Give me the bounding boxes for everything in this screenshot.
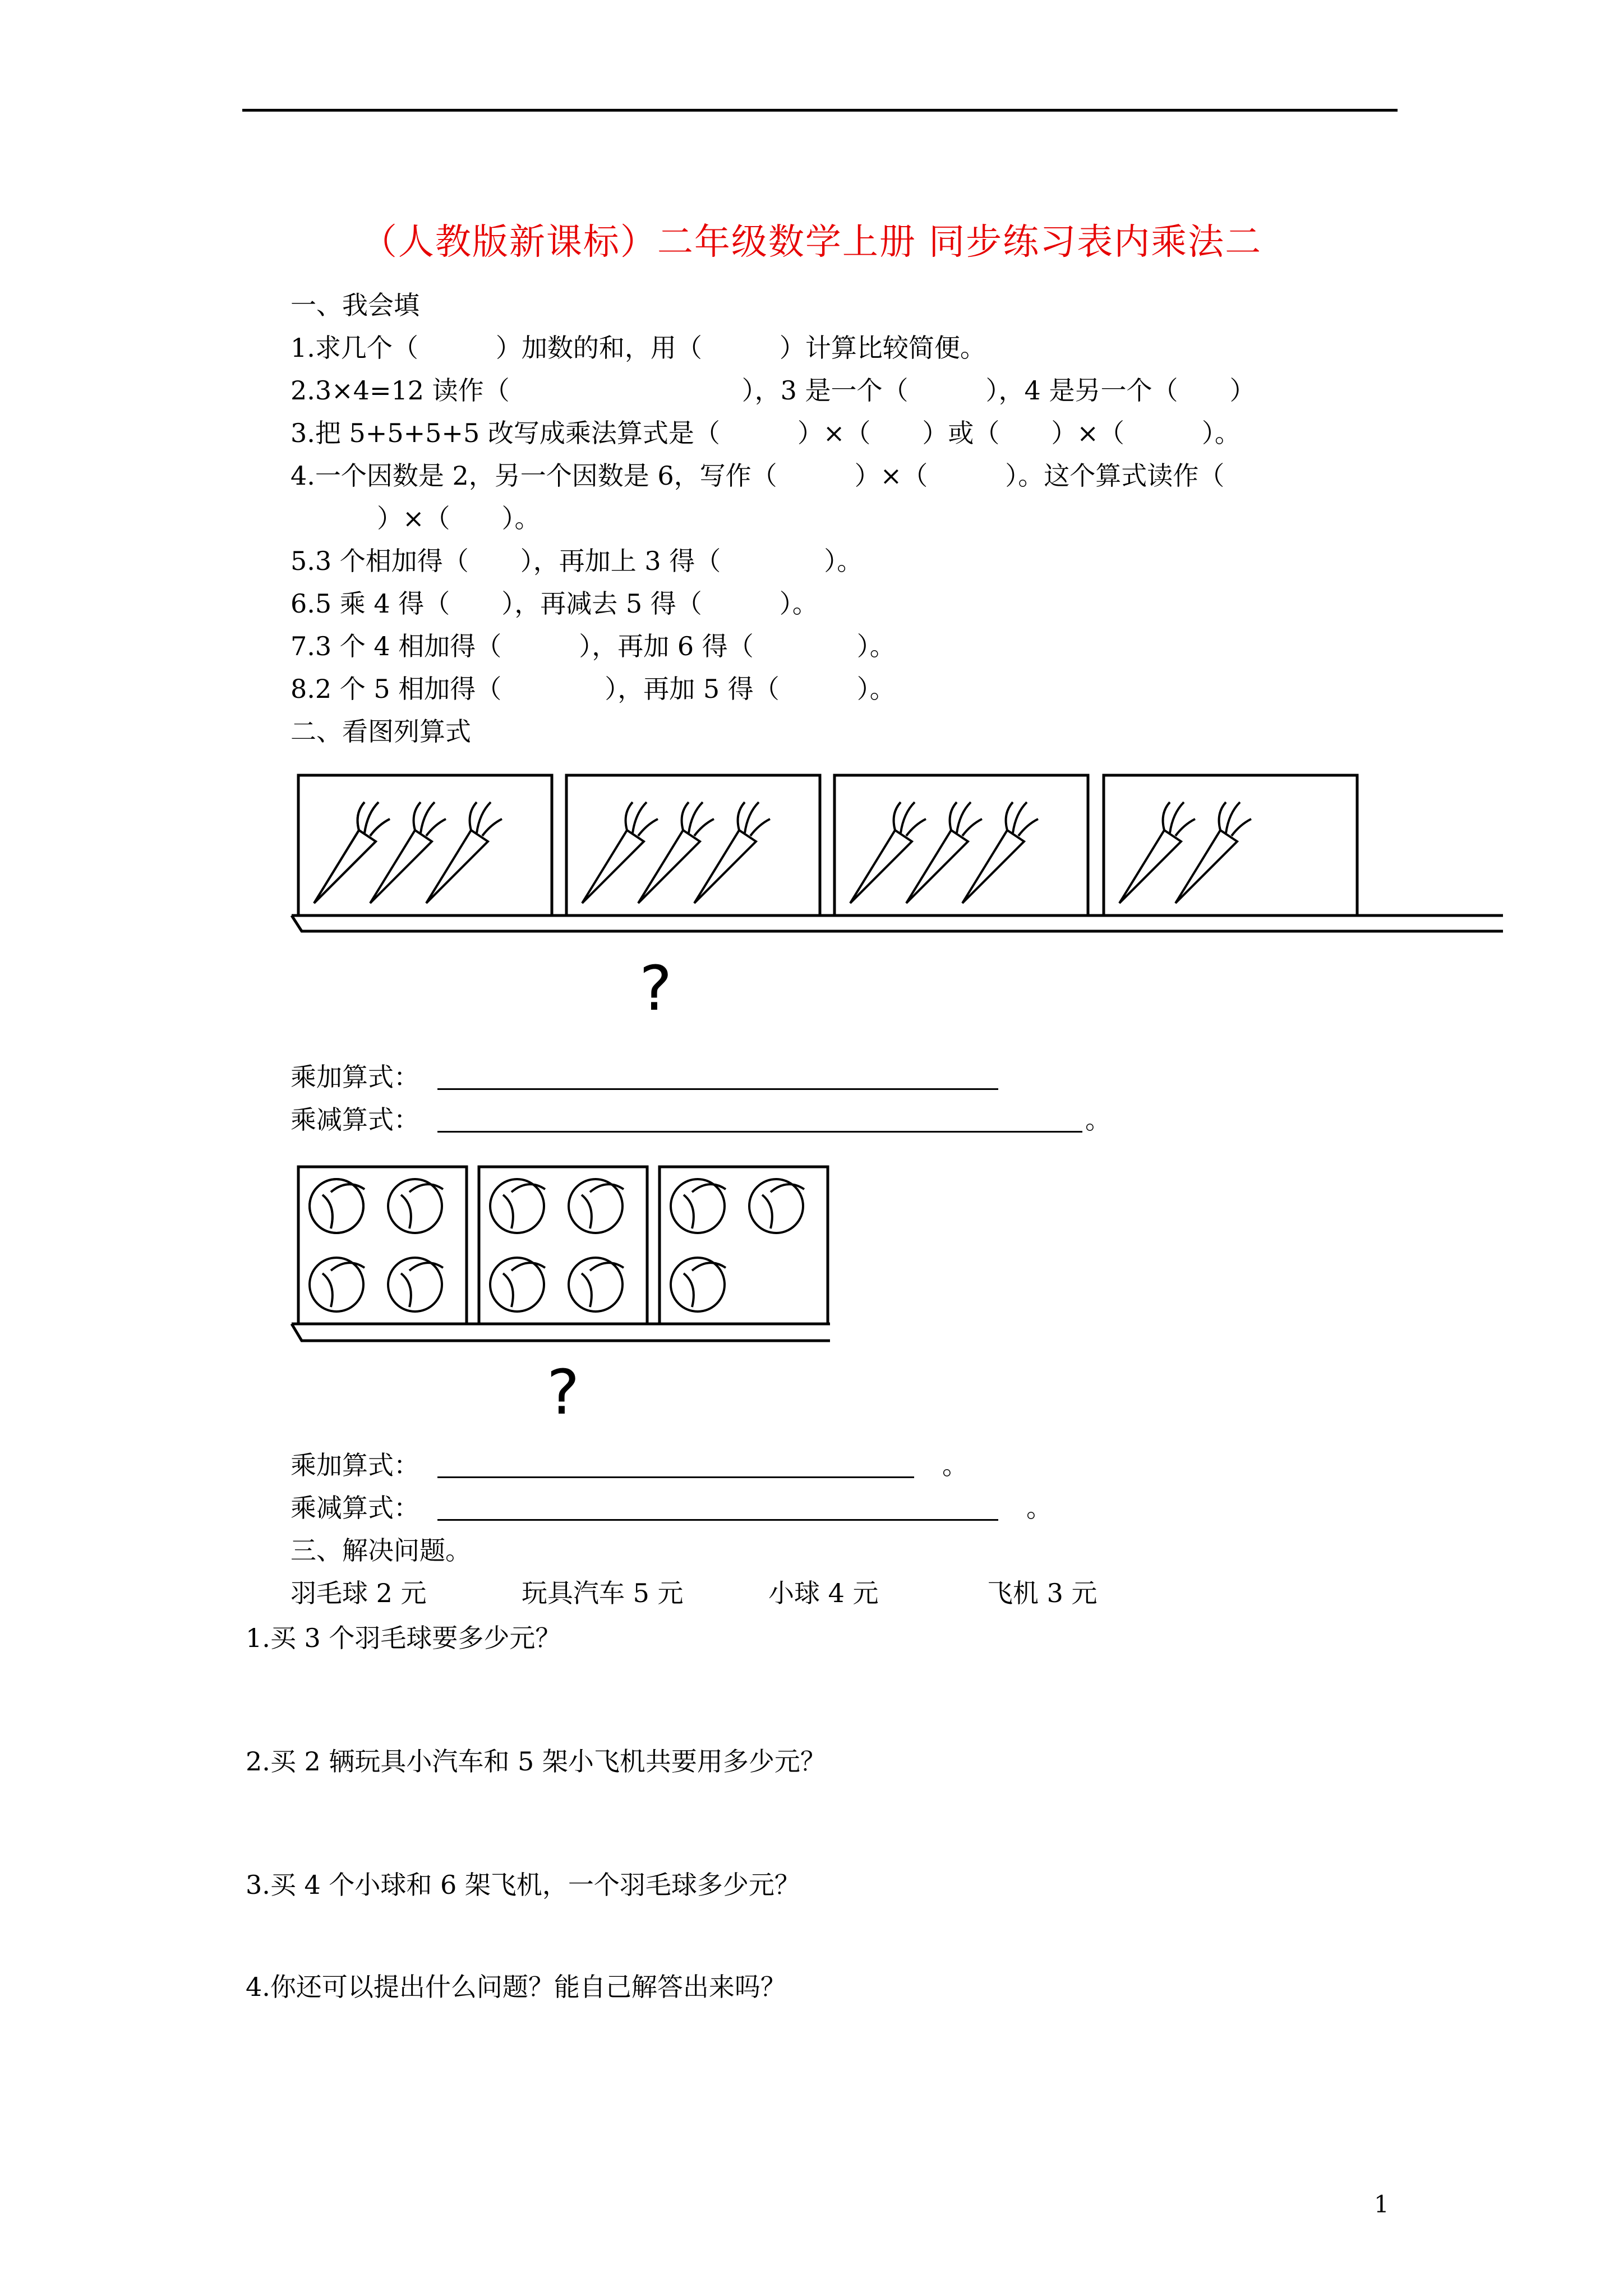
price-item: 玩具汽车 5 元 xyxy=(522,1578,684,1608)
sentence-end: 。 xyxy=(942,1450,968,1480)
carrot-groups-illustration xyxy=(292,769,1525,1038)
question-mark-icon: ? xyxy=(639,953,672,1024)
question-line: ）×（ ）。 xyxy=(325,503,541,533)
question-line: 6.5 乘 4 得（ ），再减去 5 得（ ）。 xyxy=(291,588,818,619)
multiply-subtract-label: 乘减算式： xyxy=(291,1493,419,1523)
tray-base xyxy=(292,1324,830,1341)
section2-heading: 二、看图列算式 xyxy=(291,716,471,747)
multiply-add-label: 乘加算式： xyxy=(291,1062,419,1092)
question-line: 4.一个因数是 2，另一个因数是 6，写作（ ）×（ ）。这个算式读作（ xyxy=(291,461,1225,491)
peach-groups-illustration xyxy=(292,1161,909,1430)
word-problem: 3.买 4 个小球和 6 架飞机，一个羽毛球多少元？ xyxy=(246,1870,800,1900)
carrot-box xyxy=(566,775,820,915)
answer-line[interactable] xyxy=(437,1519,998,1521)
multiply-subtract-label: 乘减算式： xyxy=(291,1105,419,1135)
question-line: 7.3 个 4 相加得（ ），再加 6 得（ ）。 xyxy=(291,631,896,661)
tray-base xyxy=(292,915,1503,931)
answer-line[interactable] xyxy=(437,1131,1082,1133)
header-rule xyxy=(242,109,1398,112)
question-line: 8.2 个 5 相加得（ ），再加 5 得（ ）。 xyxy=(291,674,896,704)
peach-box xyxy=(660,1167,828,1324)
price-item: 飞机 3 元 xyxy=(987,1578,1098,1608)
word-problem: 1.买 3 个羽毛球要多少元？ xyxy=(246,1623,561,1653)
word-problem: 2.买 2 辆玩具小汽车和 5 架小飞机共要用多少元？ xyxy=(246,1746,826,1777)
question-line: 3.把 5+5+5+5 改写成乘法算式是（ ）×（ ）或（ ）×（ ）。 xyxy=(291,418,1241,448)
peach-icon xyxy=(310,1179,804,1312)
carrot-box xyxy=(298,775,552,915)
carrot-box xyxy=(834,775,1088,915)
question-line: 1.求几个（ ）加数的和，用（ ）计算比较简便。 xyxy=(291,333,986,363)
page-number: 1 xyxy=(1374,2191,1389,2218)
carrot-icon xyxy=(314,802,1251,903)
peach-box xyxy=(479,1167,647,1324)
answer-line[interactable] xyxy=(437,1088,998,1090)
peach-box xyxy=(298,1167,467,1324)
section3-heading: 三、解决问题。 xyxy=(291,1535,471,1566)
sentence-end: 。 xyxy=(1085,1105,1111,1135)
section1-heading: 一、我会填 xyxy=(291,290,419,320)
carrot-box xyxy=(1104,775,1357,915)
question-line: 2.3×4=12 读作（ ），3 是一个（ ），4 是另一个（ ） xyxy=(291,375,1256,406)
sentence-end: 。 xyxy=(1026,1493,1052,1523)
question-mark-icon: ? xyxy=(547,1356,580,1428)
answer-line[interactable] xyxy=(437,1476,914,1478)
price-item: 小球 4 元 xyxy=(768,1578,879,1608)
price-item: 羽毛球 2 元 xyxy=(291,1578,427,1608)
word-problem: 4.你还可以提出什么问题？能自己解答出来吗？ xyxy=(246,1972,786,2002)
question-line: 5.3 个相加得（ ），再加上 3 得（ ）。 xyxy=(291,546,863,576)
multiply-add-label: 乘加算式： xyxy=(291,1450,419,1480)
page-title: （人教版新课标）二年级数学上册 同步练习表内乘法二 xyxy=(361,222,1262,263)
